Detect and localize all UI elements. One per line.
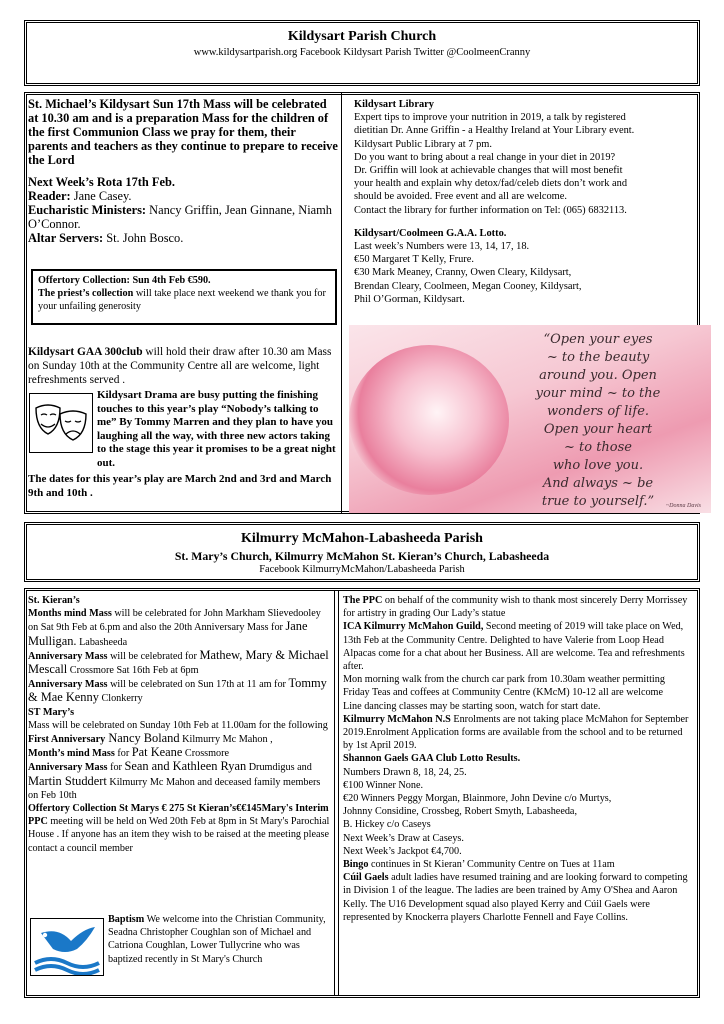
reader-value: Jane Casey. bbox=[70, 189, 132, 203]
anniversary-names: Sean and Kathleen Ryan bbox=[124, 759, 247, 774]
cuil-gaels-text: adult ladies have resumed training and are looking forward to competing in Division 1 of the league. The ladies are been trained by Amy O'Shea and Aaron Kelly. The U16 Development squad also played Kerry and Cúil Gaels were represented by Knockerra players Charlotte Fennell and Faye Collins. bbox=[343, 872, 688, 923]
servers-value: St. John Bosco. bbox=[103, 231, 184, 245]
anniversary-text: will be celebrated on Sun 17th at 11 am for bbox=[107, 679, 289, 691]
month-mind-text: for bbox=[114, 748, 132, 760]
kilmurry-right-content bbox=[343, 594, 695, 924]
st-michaels-mass: St. Michael’s Kildysart Sun 17th Mass will be celebrated at 10.30 am and is a preparation Mass for the children of the first Communion Class we pray for them, their parents and teachers as they continue to prepare to receive the Lord bbox=[28, 97, 338, 167]
library-title: Kildysart Library bbox=[354, 99, 434, 110]
gaa-300club bbox=[28, 345, 338, 387]
month-mind-label: Month’s mind Mass bbox=[28, 748, 115, 760]
months-mind-text: will be celebrated for John Markham Slievedooley on Sat 9th Feb at 6.pm and also the 20th Anniversary Mass for bbox=[28, 608, 321, 634]
ica-label: ICA Kilmurry McMahon Guild, bbox=[343, 621, 484, 633]
months-mind-place: Labasheeda bbox=[76, 636, 128, 648]
ppc-meeting-text: meeting will be held on Wed 20th Feb at 8pm in St Mary's Parochial House . If anyone has an item they wish to be raised at the meeting please contact a council member bbox=[28, 816, 330, 854]
offertory-lead: The priest’s collection bbox=[38, 288, 134, 300]
anniversary-names: Tommy & Mae Kenny bbox=[28, 676, 327, 705]
lotto-line: Brendan Cleary, Coolmeen, Megan Cooney, Kildysart, bbox=[354, 280, 582, 292]
ica-text: Second meeting of 2019 will take place on Wed, 13th Feb at the Community Centre. Delighted to have Valerie from Loop Head Alpacas come for a chat about her Business. All are welcome. Tea and refreshments after. bbox=[343, 621, 685, 673]
offertory-rest: will take place next weekend we thank you for your unfailing generosity bbox=[38, 288, 326, 313]
shannon-lotto-line: B. Hickey c/o Caseys bbox=[343, 819, 431, 831]
library-line: Dr. Griffin will look at achievable changes that will most benefit bbox=[354, 165, 623, 177]
eucharistic-value: Nancy Griffin, Jean Ginnane, Niamh O’Connor. bbox=[28, 203, 332, 231]
quote-line: Open your heart bbox=[543, 422, 653, 437]
eucharistic-label: Eucharistic Ministers: bbox=[28, 203, 147, 217]
kildysart-links: www.kildysartparish.org Facebook Kildysart Parish Twitter @CoolmeenCranny bbox=[193, 47, 531, 58]
quote-text bbox=[489, 331, 707, 511]
kildysart-title: Kildysart Parish Church bbox=[287, 29, 437, 44]
flower-decoration bbox=[349, 345, 509, 495]
anniversary-text: will be celebrated for bbox=[107, 650, 200, 662]
walk-notice: Mon morning walk from the church car park from 10.30am weather permitting bbox=[343, 674, 665, 686]
dove-icon bbox=[30, 918, 104, 976]
library-line: Expert tips to improve your nutrition in 2019, a talk by registered bbox=[354, 112, 626, 124]
anniversary-label: Anniversary Mass bbox=[28, 762, 108, 774]
bingo-label: Bingo bbox=[343, 859, 369, 871]
anniversary-rest: Crossmore Sat 16th Feb at 6pm bbox=[67, 665, 199, 677]
first-anniversary-rest: Kilmurry Mc Mahon , bbox=[179, 734, 273, 746]
st-kierans-heading: St. Kieran’s bbox=[28, 595, 80, 606]
theatre-masks-icon bbox=[29, 393, 93, 453]
bingo-text: continues in St Kieran’ Community Centre on Tues at 11am bbox=[368, 859, 615, 871]
baptism-text: We welcome into the Christian Community, Seadna Christopher Coughlan son of Michael and Catriona Coughlan, Lower Tullycrine who was baptized recently in St Mary's Church bbox=[108, 914, 326, 965]
first-anniversary-label: First Anniversary bbox=[28, 734, 106, 746]
drama-notice: Kildysart Drama are busy putting the finishing touches to this year’s play “Nobody’s talking to me” By Tommy Marren and they plan to have you laughing all the way, with three new actors taking to the stage this year it promises to be a great night out. bbox=[97, 389, 336, 469]
kilmurry-title: Kilmurry McMahon-Labasheeda Parish bbox=[241, 531, 483, 546]
friday-teas: Friday Teas and coffees at Community Centre (KMcM) 10-12 all are welcome bbox=[343, 687, 664, 699]
quote-line: around you. Open bbox=[539, 368, 657, 383]
quote-signature: ~Donna Davis bbox=[665, 503, 701, 509]
shannon-lotto-line: Numbers Drawn 8, 18, 24, 25. bbox=[343, 766, 467, 778]
kilmurry-header bbox=[24, 522, 700, 582]
anniversary-names: Martin Studdert bbox=[28, 773, 107, 788]
shannon-lotto-line: Next Week’s Draw at Caseys. bbox=[343, 832, 464, 844]
offertory-box bbox=[31, 269, 337, 325]
lotto-line: €30 Mark Meaney, Cranny, Owen Cleary, Kildysart, bbox=[354, 267, 572, 279]
months-mind-label: Months mind Mass bbox=[28, 608, 112, 620]
line-dancing: Line dancing classes may be starting soon, watch for start date. bbox=[343, 700, 601, 712]
anniversary-rest: Clonkerry bbox=[98, 693, 143, 705]
kilmurry-left-content bbox=[28, 594, 330, 855]
quote-line: who love you. bbox=[552, 458, 644, 473]
reader-label: Reader: bbox=[28, 189, 71, 203]
anniversary-names: Mathew, Mary & Michael Mescall bbox=[28, 647, 329, 677]
library-line: Contact the library for further information on Tel: (065) 6832113. bbox=[354, 204, 627, 216]
months-mind-name: Jane Mulligan. bbox=[28, 619, 308, 648]
lotto-line: Phil O’Gorman, Kildysart. bbox=[354, 293, 465, 305]
kilmurry-facebook: Facebook KilmurryMcMahon/Labasheeda Parish bbox=[259, 564, 465, 575]
quote-image bbox=[349, 325, 711, 513]
library-line: should be avoided. Free event and all are welcome. bbox=[354, 191, 567, 203]
library-line: Kildysart Public Library at 7 pm. bbox=[354, 138, 492, 150]
first-anniversary-name: Nancy Boland bbox=[105, 731, 180, 746]
anniversary-rest: Kilmurry Mc Mahon and deceased family members on Feb 10th bbox=[28, 776, 321, 801]
kildysart-left-content bbox=[28, 97, 338, 245]
quote-line: true to yourself.” bbox=[541, 494, 655, 509]
shannon-lotto-line: €20 Winners Peggy Morgan, Blainmore, John Devine c/o Murtys, bbox=[343, 793, 612, 805]
shannon-lotto-line: Next Week’s Jackpot €4,700. bbox=[343, 845, 462, 857]
anniversary-label: Anniversary Mass bbox=[28, 679, 108, 691]
quote-line: ~ to the beauty bbox=[546, 350, 650, 365]
kilmurry-column-divider bbox=[334, 591, 339, 995]
shannon-lotto-line: Johnny Considine, Crossbeg, Robert Smyth, Labasheeda, bbox=[343, 806, 578, 818]
shannon-lotto-title: Shannon Gaels GAA Club Lotto Results. bbox=[343, 753, 521, 765]
offertory-title: Offertory Collection: Sun 4th Feb €590. bbox=[38, 275, 211, 286]
quote-line: And always ~ be bbox=[542, 476, 654, 491]
library-line: your health and explain why detox/fad/celeb diets don’t work and bbox=[354, 178, 628, 190]
shannon-lotto-line: €100 Winner None. bbox=[343, 779, 424, 791]
quote-line: “Open your eyes bbox=[543, 332, 653, 347]
baptism-notice bbox=[108, 913, 332, 966]
drama-dates: The dates for this year’s play are March 2nd and 3rd and March 9th and 10th . bbox=[28, 473, 332, 499]
lotto-line: €50 Margaret T Kelly, Frure. bbox=[354, 254, 474, 266]
kilmurry-churches: St. Mary’s Church, Kilmurry McMahon St. Kieran’s Church, Labasheeda bbox=[174, 549, 550, 563]
ns-text: Enrolments are not taking place McMahon for September 2019.Enrolment Application forms are available from the school and to be returned by 1st April 2019. bbox=[343, 713, 689, 752]
offertory-label: Offertory Collection St Marys € 275 St Kieran’s€€145Mary's Interim PPC bbox=[28, 803, 329, 828]
lotto-line: Last week’s Numbers were 13, 14, 17, 18. bbox=[354, 241, 530, 253]
lotto-title: Kildysart/Coolmeen G.A.A. Lotto. bbox=[354, 227, 507, 239]
gaa-rest: will hold their draw after 10.30 am Mass on Sunday 10th at the Community Centre all are welcome, light refreshments served . bbox=[28, 346, 332, 386]
quote-line: your mind ~ to the bbox=[535, 386, 661, 401]
ppc-label: The PPC bbox=[343, 595, 383, 606]
kildysart-right-content bbox=[354, 98, 706, 306]
anniversary-text: for bbox=[107, 762, 125, 774]
kildysart-header bbox=[24, 20, 700, 86]
anniversary-mid: Drumdigus and bbox=[246, 762, 312, 774]
servers-label: Altar Servers: bbox=[28, 231, 104, 245]
library-line: dietitian Dr. Anne Griffin - a Healthy Ireland at Your Library event. bbox=[354, 125, 635, 137]
baptism-label: Baptism bbox=[108, 914, 145, 925]
library-line: Do you want to bring about a real change in your diet in 2019? bbox=[354, 151, 616, 163]
month-mind-name: Pat Keane bbox=[131, 745, 183, 760]
cuil-gaels-label: Cúil Gaels bbox=[343, 872, 389, 884]
st-marys-heading: ST Mary’s bbox=[28, 706, 75, 718]
gaa-lead: Kildysart GAA 300club bbox=[28, 346, 143, 358]
quote-line: wonders of life. bbox=[546, 404, 650, 419]
ppc-text: on behalf of the community wish to thank most sincerely Derry Morrissey for artistry in grading Our Lady’s statue bbox=[343, 595, 688, 620]
quote-line: ~ to those bbox=[564, 440, 632, 455]
month-mind-rest: Crossmore bbox=[182, 748, 230, 760]
rota-title: Next Week’s Rota 17th Feb. bbox=[28, 175, 175, 189]
ns-label: Kilmurry McMahon N.S bbox=[343, 713, 451, 725]
anniversary-label: Anniversary Mass bbox=[28, 650, 108, 662]
st-marys-text: Mass will be celebrated on Sunday 10th Feb at 11.00am for the following bbox=[28, 719, 328, 731]
